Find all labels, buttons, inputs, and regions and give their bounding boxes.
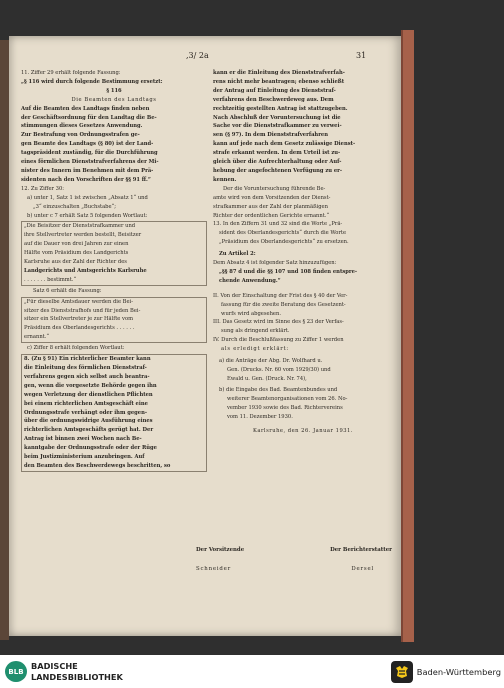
date-line: Karlsruhe, den 26. Januar 1931. bbox=[252, 428, 353, 435]
text-line: hebung der angefochtenen Verfügung zu er- bbox=[213, 167, 343, 174]
text-line: vember 1930 sowie des Bad. Richtervereins bbox=[227, 404, 343, 411]
text-line: chende Anwendung.“ bbox=[219, 277, 281, 284]
text-line: Ewald u. Gen. (Druck. Nr. 74), bbox=[227, 375, 307, 382]
text-line: „§ 116 wird durch folgende Bestimmung ersetzt: bbox=[21, 78, 163, 85]
signature-block bbox=[196, 546, 392, 574]
text-line: . . . . . . . bestimmt.“ bbox=[24, 276, 77, 283]
page-number: 31 bbox=[356, 51, 367, 60]
section-title: Die Beamten des Landtags bbox=[71, 96, 157, 103]
text-line: verfahrens gegen sich selbst auch beantra- bbox=[24, 373, 150, 380]
amended-text-box bbox=[21, 221, 207, 285]
text-line: gleich über die Aufrechterhaltung oder Auf- bbox=[213, 159, 342, 166]
right-column bbox=[213, 69, 393, 436]
text-line: rechtzeitig gestellten Antrag ist stattzugeben. bbox=[213, 105, 348, 112]
text-line: Landgerichts und Amtsgerichts Karlsruhe bbox=[24, 267, 147, 274]
text-line: Zur Bestrafung von Ordnungsstrafen ge- bbox=[21, 132, 140, 139]
text-line: „Präsidium des Oberlandesgerichts“ zu ersetzen. bbox=[219, 239, 349, 246]
library-name-line-2: LANDESBIBLIOTHEK bbox=[31, 671, 123, 682]
text-line: 13. In den Ziffern 31 und 32 sind die Worte „Prä- bbox=[213, 221, 343, 228]
text-line: Der die Voruntersuchung führende Be- bbox=[223, 185, 326, 192]
text-line: strafkammer aus der Zahl der planmäßigen bbox=[213, 203, 328, 210]
text-line: als erledigt erklärt: bbox=[221, 346, 289, 353]
text-line: fassung für die zweite Beratung des Gesetzent- bbox=[221, 301, 346, 308]
text-line: den Beamten des Beschwerdewegs beschritten, so bbox=[24, 462, 171, 469]
text-line: wurfs wird abgesehen. bbox=[221, 310, 281, 317]
text-line: b) die Eingabe des Bad. Beamtenbundes und bbox=[219, 386, 338, 393]
text-line: kann er die Einleitung des Dienststrafverfah- bbox=[213, 70, 345, 76]
blb-logo-icon: BLB bbox=[5, 661, 27, 682]
text-line: die Einleitung des förmlichen Dienststraf- bbox=[24, 365, 147, 371]
text-line: ernannt.“ bbox=[24, 334, 50, 341]
text-line: sitzer ein Stellvertreter je zur Hälfte vom bbox=[24, 316, 133, 323]
text-line: „Für dieselbe Amtsdauer werden die Bei- bbox=[24, 298, 133, 305]
text-line: IV. Durch die Beschlußfassung zu Ziffer 1 werden bbox=[213, 337, 344, 344]
text-line: bei einem richterlichen Amtsgeschäft eine bbox=[24, 400, 148, 407]
text-line: richterlichen Amtsgeschäfts gerügt hat. Der bbox=[24, 427, 154, 434]
text-line: 11. Ziffer 29 erhält folgende Fassung: bbox=[21, 70, 121, 76]
left-column bbox=[21, 69, 207, 473]
binding-edge bbox=[0, 40, 9, 640]
text-line: eines förmlichen Dienststrafverfahrens der Mi- bbox=[21, 159, 159, 166]
text-line: Karlsruhe aus der Zahl der Richter des bbox=[24, 259, 127, 266]
text-line: Dem Absatz 4 ist folgender Satz hinzuzufügen: bbox=[213, 260, 337, 267]
text-line: sitzer des Dienststrafhofs und für jeden Bei- bbox=[24, 307, 141, 314]
state-name: Baden-Württemberg bbox=[416, 667, 501, 677]
text-line: sen (§ 97). In dem Dienststrafverfahren bbox=[213, 132, 329, 139]
rapporteur-name: Dersel bbox=[351, 566, 374, 572]
section-heading: Zu Artikel 2: bbox=[219, 251, 256, 258]
text-line: „Die Beisitzer der Dienststrafkammer und bbox=[24, 223, 136, 230]
text-line: strafe erkannt werden. In dem Urteil ist zu- bbox=[213, 150, 341, 157]
text-line: Hälfte vom Präsidium des Landgerichts bbox=[24, 250, 129, 257]
text-line: sung als dringend erklärt. bbox=[221, 328, 290, 335]
text-line: a) unter 1, Satz 1 ist zwischen „Absatz 1“ und bbox=[27, 194, 148, 201]
text-line: verfahrens den Beschwerdeweg aus. Dem bbox=[213, 96, 334, 103]
text-line: der Geschäftsordnung für den Landtag die Be- bbox=[21, 114, 157, 121]
text-line: rens nicht mehr beantragen; ebenso schließt bbox=[213, 78, 345, 85]
text-line: Gen. (Drucks. Nr. 60 vom 1929/30) und bbox=[227, 367, 331, 373]
text-line: über die ordnungswidrige Ausführung eines bbox=[24, 418, 153, 425]
text-line: kennen. bbox=[213, 176, 237, 183]
text-line: 8. (Zu § 91) Ein richterlicher Beamter kann bbox=[24, 356, 151, 363]
chair-title: Der Vorsitzende bbox=[196, 547, 245, 553]
state-branding bbox=[391, 660, 501, 684]
rapporteur-title: Der Berichterstatter bbox=[330, 547, 392, 553]
text-line: Richter der ordentlichen Gerichte ernannt.“ bbox=[213, 212, 330, 219]
text-line: Nach Abschluß der Voruntersuchung ist die bbox=[213, 114, 341, 121]
text-line: vom 11. Dezember 1930. bbox=[227, 413, 293, 420]
text-line: a) die Anträge der Abg. Dr. Wolfhard u. bbox=[219, 358, 323, 365]
text-line: wegen Verletzung der dienstlichen Pflichten bbox=[24, 391, 153, 398]
stag-crest-icon bbox=[391, 661, 413, 683]
text-line: nister des Innern im Benehmen mit dem Prä- bbox=[21, 167, 154, 174]
amended-text-box bbox=[21, 297, 207, 344]
library-name bbox=[31, 661, 123, 682]
text-line: stimmungen dieses Gesetzes Anwendung. bbox=[21, 123, 143, 130]
text-line: c) Ziffer 8 erhält folgenden Wortlaut: bbox=[27, 345, 125, 352]
amended-text-box bbox=[21, 354, 207, 472]
text-line: II. Von der Einschaltung der Frist des § 40 der Ver- bbox=[213, 292, 348, 299]
stag-crest-icon-graphic bbox=[394, 664, 410, 680]
text-line: sidenten nach den Vorschriften der §§ 91 ff.“ bbox=[21, 176, 151, 183]
text-line: Satz 6 erhält die Fassung: bbox=[33, 287, 102, 294]
text-line: gen Beamte des Landtags (§ 80) ist der Land- bbox=[21, 141, 154, 148]
text-line: „3“ einzuschalten „Buchstabe“; bbox=[33, 203, 116, 210]
text-line: kanntgabe der Ordnungsstrafe oder der Rüge bbox=[24, 445, 157, 452]
text-line: der Antrag auf Einleitung des Dienststraf- bbox=[213, 87, 336, 94]
chair-name: Schneider bbox=[196, 566, 231, 572]
book-cover-edge bbox=[401, 30, 414, 642]
text-line: tagspräsident zuständig, für die Durchführung bbox=[21, 150, 158, 157]
text-line: Auf die Beamten des Landtags finden neben bbox=[21, 105, 150, 112]
text-line: gen, wenn die vorgesetzte Behörde gegen ihn bbox=[24, 382, 157, 389]
text-line: Sache vor die Dienststrafkammer zu verwei- bbox=[213, 123, 342, 130]
text-line: weiterer Beamtenorganisationen vom 26. No- bbox=[227, 395, 348, 402]
library-name-line-1: BADISCHE bbox=[31, 661, 78, 671]
text-line: III. Das Gesetz wird im Sinne des § 23 der Verfas- bbox=[213, 319, 344, 326]
text-line: sident des Oberlandesgerichts“ durch die Worte bbox=[219, 230, 347, 237]
text-line: Antrag ist binnen zwei Wochen nach Be- bbox=[24, 436, 142, 443]
text-line: beim Justizministerium anzubringen. Auf bbox=[24, 454, 145, 461]
text-line: Ordnungsstrafe verhängt oder ihm gegen- bbox=[24, 409, 148, 416]
text-line: Präsidium des Oberlandesgerichts . . . . . . bbox=[24, 325, 135, 332]
section-heading: § 116 bbox=[106, 87, 122, 94]
text-line: kann auf jede nach dem Gesetz zulässige Dienst- bbox=[213, 141, 356, 148]
text-line: „§§ 87 d und die §§ 107 und 108 finden entspre- bbox=[219, 268, 358, 275]
text-line: amte wird von dem Vorsitzenden der Dienst- bbox=[213, 194, 331, 201]
header-mark: ,3/ 2a bbox=[186, 51, 209, 60]
text-line: 12. Zu Ziffer 30: bbox=[21, 185, 64, 192]
text-line: auf die Dauer von drei Jahren zur einen bbox=[24, 241, 129, 248]
text-line: b) unter c 7 erhält Satz 5 folgenden Wortlaut: bbox=[27, 212, 148, 219]
text-line: ihre Stellvertreter werden bestellt, Beisitzer bbox=[24, 232, 142, 239]
